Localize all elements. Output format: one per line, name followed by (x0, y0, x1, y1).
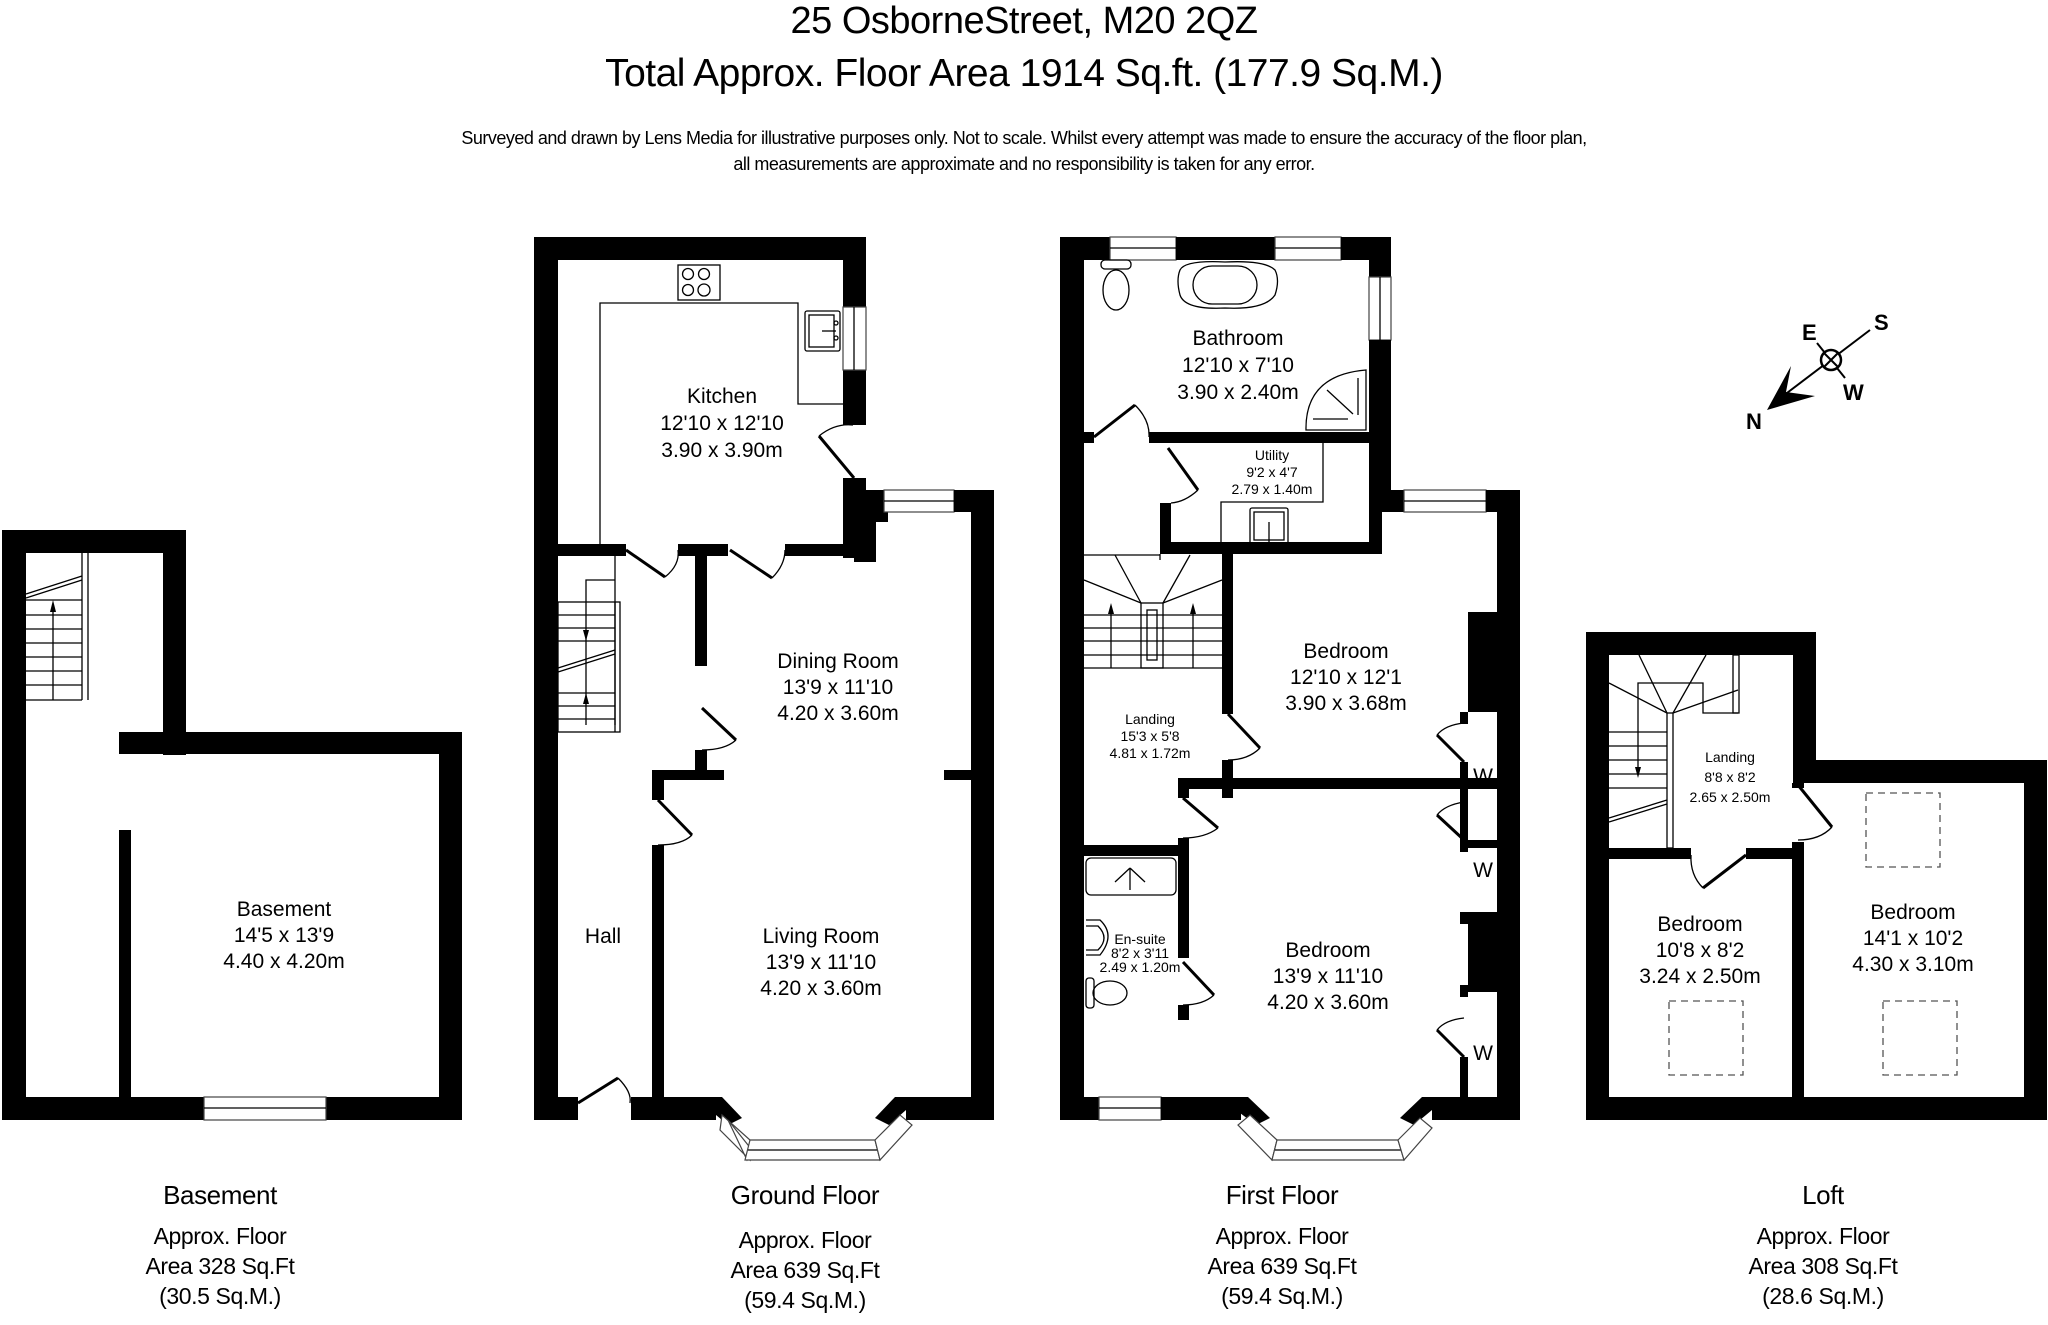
bath-icon (1178, 262, 1278, 309)
room-imperial: 13'9 x 11'10 (765, 951, 877, 974)
skylight-icon (1669, 1001, 1743, 1075)
room-metric: 3.90 x 2.40m (1177, 381, 1299, 404)
disclaimer-line-1: Surveyed and drawn by Lens Media for illustrative purposes only. Not to scale. Whilst every attempt was made to ensure the accuracy of the floor plan, (461, 128, 1587, 148)
room-metric: 4.20 x 3.60m (777, 702, 899, 725)
room-name: Hall (584, 925, 622, 948)
room-imperial: 13'9 x 11'10 (1272, 965, 1384, 988)
room-imperial: 12'10 x 12'10 (660, 412, 784, 435)
floor-area-line: Approx. Floor (1756, 1223, 1890, 1249)
room-name: Landing (1705, 749, 1755, 765)
floor-name: Basement (163, 1180, 277, 1210)
room-imperial: 10'8 x 8'2 (1655, 939, 1745, 962)
floor-area-line: (30.5 Sq.M.) (159, 1283, 281, 1309)
room-imperial: 14'1 x 10'2 (1862, 927, 1964, 950)
room-metric: 4.20 x 3.60m (1267, 991, 1389, 1014)
floor-area-line: Approx. Floor (738, 1227, 872, 1253)
door-icon (578, 425, 854, 1103)
room-name: Dining Room (777, 650, 899, 673)
floor-area-line: Area 639 Sq.Ft (1207, 1253, 1357, 1279)
floor-label-loft (1673, 1180, 1973, 1311)
compass-icon (1746, 310, 1889, 434)
room-metric: 2.79 x 1.40m (1231, 481, 1313, 497)
room-imperial: 8'2 x 3'11 (1110, 945, 1170, 961)
floor-area-line: Area 639 Sq.Ft (730, 1257, 880, 1283)
stairs-icon (26, 553, 88, 700)
room-name: Bathroom (1192, 327, 1284, 350)
floor-label-basement (70, 1180, 370, 1311)
floor-label-first (1132, 1180, 1432, 1311)
floor-area-line: (28.6 Sq.M.) (1762, 1283, 1884, 1309)
room-imperial: 13'9 x 11'10 (782, 676, 894, 699)
room-metric: 3.90 x 3.68m (1285, 692, 1407, 715)
room-imperial: 12'10 x 7'10 (1182, 354, 1294, 377)
wardrobe-label: W (1473, 859, 1493, 882)
room-name: Utility (1254, 447, 1290, 463)
skylight-icon (1883, 1001, 1957, 1075)
stairs-icon (558, 556, 620, 732)
ground-floor-plan (534, 237, 994, 1160)
first-floor-plan (1060, 237, 1520, 1160)
compass-east: E (1802, 320, 1817, 345)
toilet-icon (1101, 260, 1131, 310)
basin-icon (1086, 920, 1108, 955)
floor-area-line: Approx. Floor (153, 1223, 287, 1249)
shower-icon (1306, 370, 1366, 430)
room-metric: 4.81 x 1.72m (1109, 745, 1191, 761)
compass-west: W (1843, 380, 1864, 405)
shower-tray-icon (1086, 858, 1176, 895)
room-name: Kitchen (686, 385, 758, 408)
room-metric: 3.90 x 3.90m (661, 439, 783, 462)
floor-area-line: Area 328 Sq.Ft (145, 1253, 295, 1279)
room-name: Bedroom (1285, 939, 1371, 962)
floor-label-ground (655, 1180, 955, 1315)
room-imperial: 14'5 x 13'9 (233, 924, 335, 947)
room-metric: 2.49 x 1.20m (1099, 959, 1181, 975)
disclaimer-line-2: all measurements are approximate and no responsibility is taken for any error. (733, 154, 1315, 174)
compass-south: S (1874, 310, 1889, 335)
loft-plan (1586, 632, 2047, 1120)
floor-name: Loft (1802, 1180, 1844, 1210)
skylight-icon (1866, 793, 1940, 867)
room-imperial: 12'10 x 12'1 (1290, 666, 1402, 689)
basement-plan (2, 530, 462, 1120)
room-name: Landing (1125, 711, 1175, 727)
room-metric: 4.40 x 4.20m (223, 950, 345, 973)
room-name: En-suite (1114, 931, 1166, 947)
room-name: Bedroom (1657, 913, 1743, 936)
wardrobe-label: W (1473, 765, 1493, 788)
room-imperial: 8'8 x 8'2 (1704, 769, 1756, 785)
room-metric: 4.20 x 3.60m (760, 977, 882, 1000)
floor-name: Ground Floor (730, 1180, 880, 1210)
stairs-icon (1084, 554, 1222, 668)
floor-name: First Floor (1225, 1180, 1339, 1210)
floor-area-line: Area 308 Sq.Ft (1748, 1253, 1898, 1279)
room-metric: 4.30 x 3.10m (1852, 953, 1974, 976)
hob-icon (678, 265, 720, 300)
wardrobe-label: W (1473, 1042, 1493, 1065)
room-metric: 3.24 x 2.50m (1639, 965, 1761, 988)
room-name: Bedroom (1870, 901, 1956, 924)
room-name: Bedroom (1303, 640, 1389, 663)
property-address: 25 OsborneStreet, M20 2QZ (790, 0, 1258, 42)
compass-north: N (1746, 409, 1762, 434)
room-name: Basement (236, 898, 332, 921)
room-metric: 2.65 x 2.50m (1689, 789, 1771, 805)
floor-area-line: (59.4 Sq.M.) (744, 1287, 866, 1313)
total-floor-area: Total Approx. Floor Area 1914 Sq.ft. (177.9 Sq.M.) (605, 52, 1443, 95)
room-imperial: 9'2 x 4'7 (1246, 464, 1298, 480)
floor-area-line: Approx. Floor (1215, 1223, 1349, 1249)
room-name: Living Room (762, 925, 880, 948)
sink-icon (805, 311, 840, 351)
toilet-icon (1086, 978, 1127, 1008)
floor-area-line: (59.4 Sq.M.) (1221, 1283, 1343, 1309)
room-imperial: 15'3 x 5'8 (1120, 728, 1180, 744)
